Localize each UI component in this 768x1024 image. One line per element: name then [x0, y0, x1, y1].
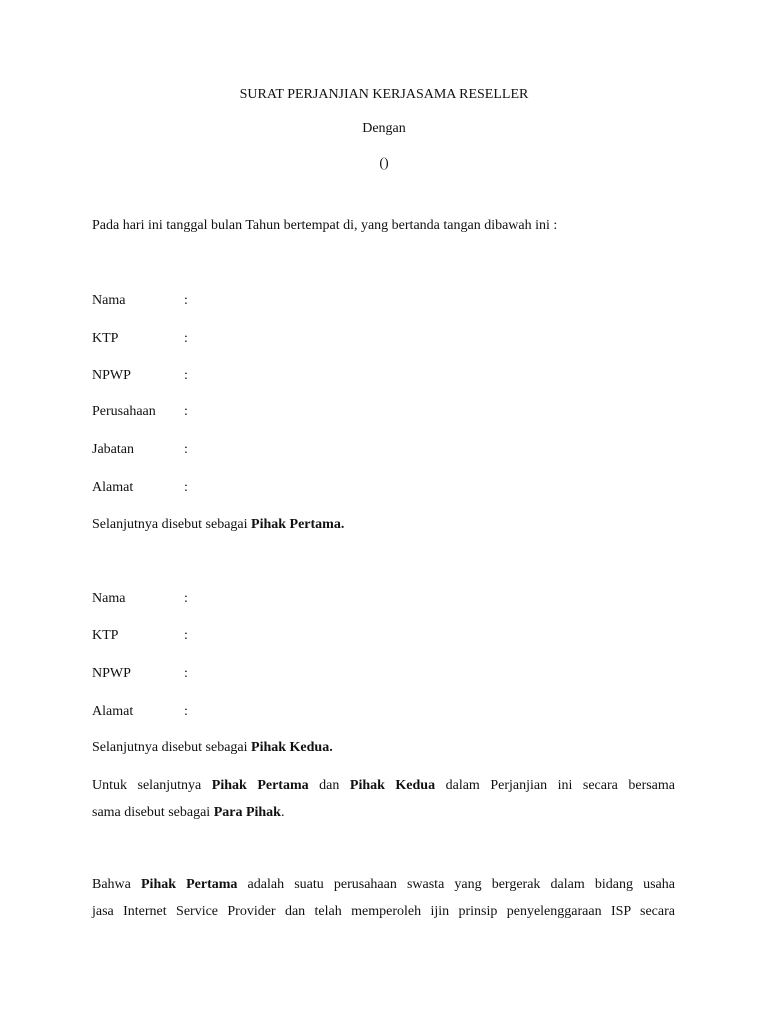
party1-field-label: Nama: [92, 293, 126, 308]
para-pihak-bold: Pihak Kedua: [349, 778, 436, 793]
party1-field-separator: :: [184, 442, 188, 457]
party2-field-label: Nama: [92, 591, 126, 606]
party1-field-separator: :: [184, 404, 188, 419]
party2-field-label: KTP: [92, 628, 119, 643]
party1-closing: [92, 516, 344, 534]
party2-field-separator: :: [184, 704, 188, 719]
party1-field-separator: :: [184, 331, 188, 346]
party1-field-separator: :: [184, 293, 188, 308]
para-pihak-bold: Pihak Pertama: [211, 778, 309, 793]
bahwa-line1: [92, 876, 675, 894]
party2-field-separator: :: [184, 591, 188, 606]
party1-field-separator: :: [184, 480, 188, 495]
party2-closing-bold: Pihak Kedua.: [251, 740, 333, 755]
document-subtitle: Dengan: [362, 121, 406, 136]
bahwa-text: adalah suatu perusahaan swasta yang bergerak dalam bidang usaha: [237, 877, 675, 892]
party2-field-separator: :: [184, 666, 188, 681]
party2-closing: [92, 739, 333, 757]
bahwa-bold: Pihak Pertama: [141, 877, 238, 892]
party1-field-label: Alamat: [92, 480, 134, 495]
para-pihak-text: sama disebut sebagai: [92, 805, 214, 820]
party1-field-label: Jabatan: [92, 442, 134, 457]
party1-field-label: KTP: [92, 331, 119, 346]
party1-field-label: NPWP: [92, 368, 131, 383]
para-pihak-line2: [92, 804, 675, 822]
party1-closing-bold: Pihak Pertama.: [251, 517, 345, 532]
intro-paragraph: Pada hari ini tanggal bulan Tahun bertempat di, yang bertanda tangan dibawah ini :: [92, 218, 558, 233]
bahwa-line2: jasa Internet Service Provider dan telah memperoleh ijin prinsip penyelenggaraan ISP secara: [92, 904, 675, 919]
party1-field-separator: :: [184, 368, 188, 383]
document-party-placeholder: (): [379, 156, 389, 171]
party2-closing-text: Selanjutnya disebut sebagai: [92, 740, 252, 755]
para-pihak-text: dan: [308, 778, 350, 793]
party1-field-label: Perusahaan: [92, 404, 156, 419]
party2-field-separator: :: [184, 628, 188, 643]
para-pihak-text: .: [280, 805, 285, 820]
bahwa-text: Bahwa: [92, 877, 141, 892]
para-pihak-text: Untuk selanjutnya: [92, 778, 212, 793]
document-title: SURAT PERJANJIAN KERJASAMA RESELLER: [239, 87, 529, 102]
party2-field-label: NPWP: [92, 666, 131, 681]
para-pihak-line1: [92, 777, 675, 795]
party1-closing-text: Selanjutnya disebut sebagai: [92, 517, 252, 532]
para-pihak-bold: Para Pihak: [213, 805, 281, 820]
para-pihak-text: dalam Perjanjian ini secara bersama: [435, 778, 676, 793]
party2-field-label: Alamat: [92, 704, 134, 719]
